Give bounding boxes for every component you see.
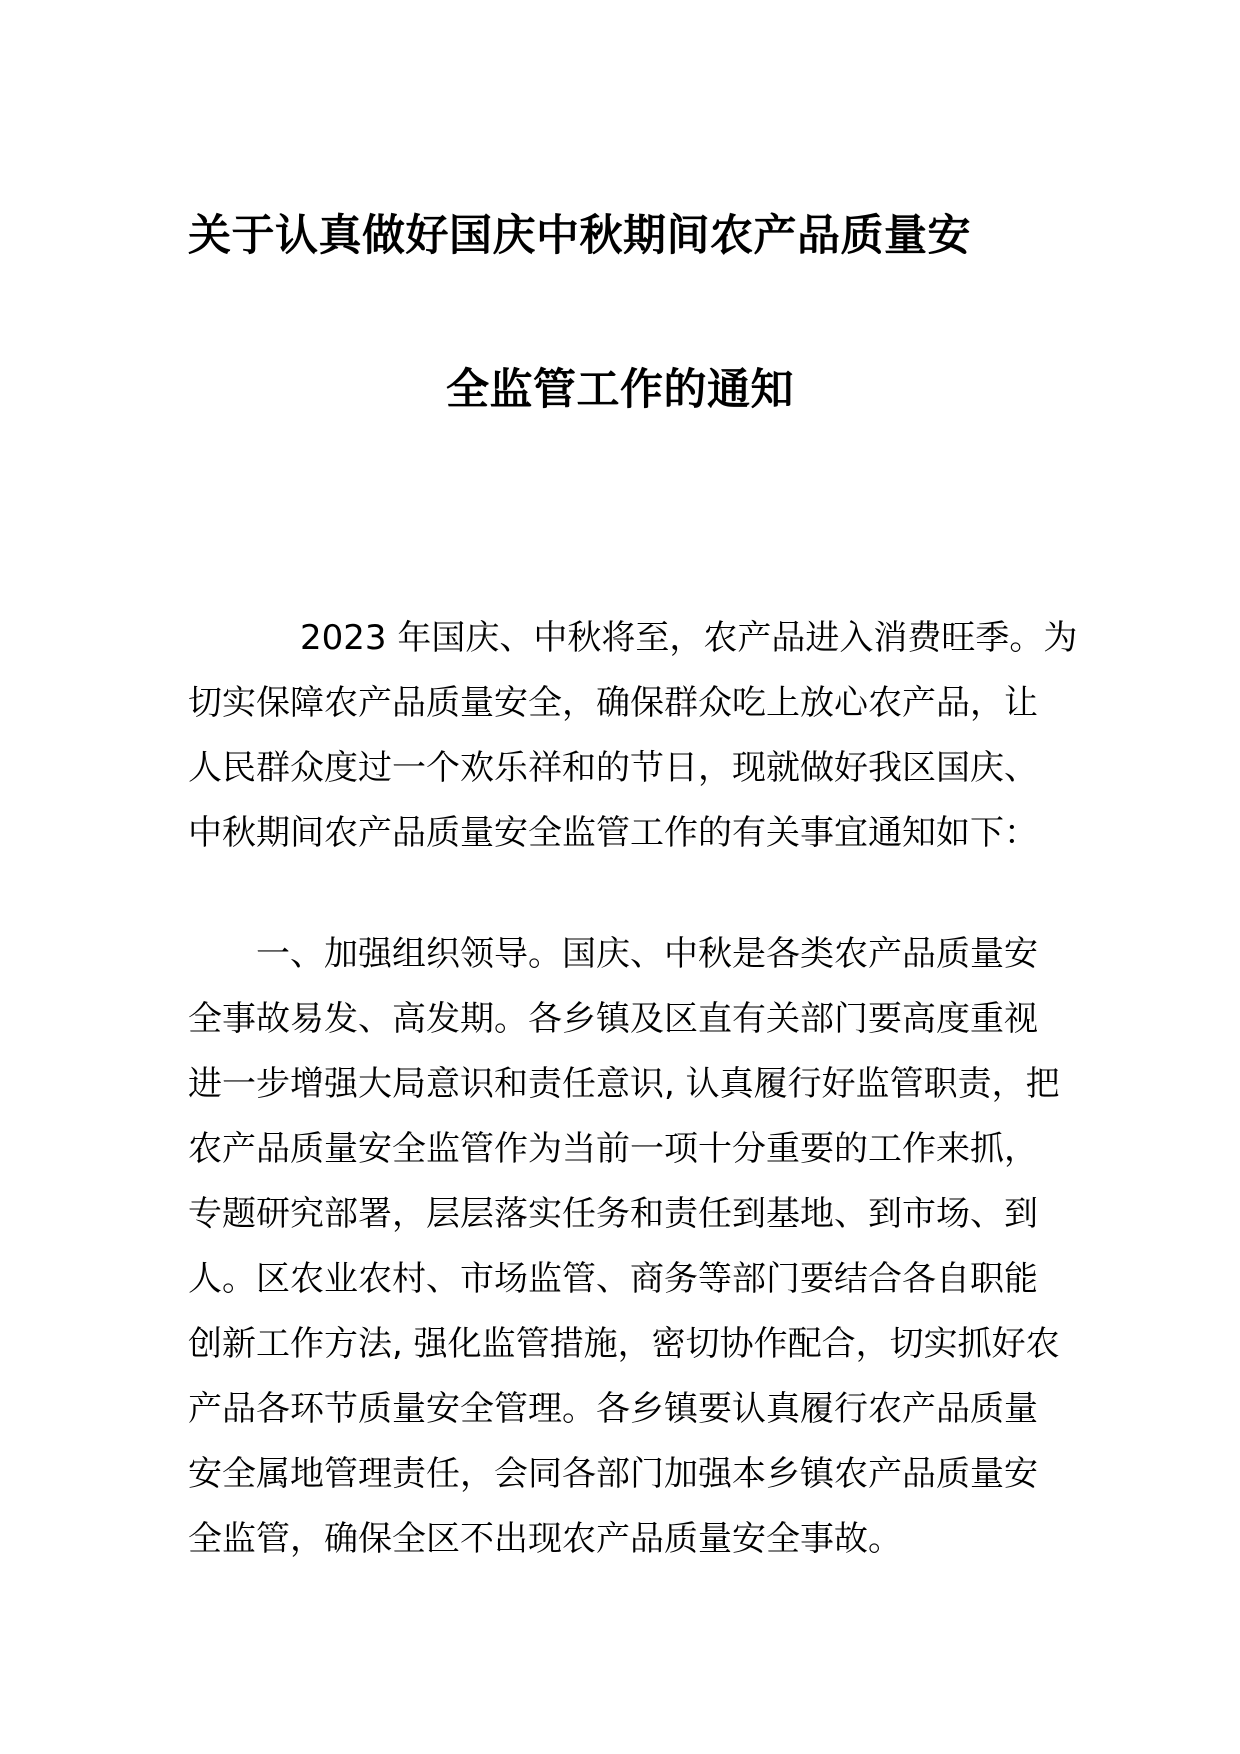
paragraph-section-1-line-4: 农产品质量安全监管作为当前一项十分重要的工作来抓， (188, 1129, 1038, 1169)
paragraph-intro-line-3: 人民群众度过一个欢乐祥和的节日，现就做好我区国庆、 (188, 748, 1038, 788)
paragraph-section-1-line-2: 全事故易发、高发期。各乡镇及区直有关部门要高度重视 (188, 999, 1038, 1039)
paragraph-intro (188, 606, 1078, 866)
paragraph-section-1-line-9: 安全属地管理责任，会同各部门加强本乡镇农产品质量安 (188, 1454, 1038, 1494)
paragraph-section-1 (188, 922, 1060, 1572)
paragraph-intro-line-1: 2023 年国庆、中秋将至，农产品进入消费旺季。为 (300, 618, 1078, 658)
document-title-line-1: 关于认真做好国庆中秋期间农产品质量安 (188, 211, 971, 261)
paragraph-section-1-line-6: 人。区农业农村、市场监管、商务等部门要结合各自职能 (188, 1259, 1038, 1299)
paragraph-section-1-line-3: 进一步增强大局意识和责任意识, 认真履行好监管职责，把 (188, 1064, 1060, 1104)
paragraph-intro-line-2: 切实保障农产品质量安全，确保群众吃上放心农产品，让 (188, 683, 1038, 723)
paragraph-section-1-line-5: 专题研究部署，层层落实任务和责任到基地、到市场、到 (188, 1194, 1038, 1234)
paragraph-section-1-line-1: 一、加强组织领导。国庆、中秋是各类农产品质量安 (256, 934, 1038, 974)
paragraph-intro-line-4: 中秋期间农产品质量安全监管工作的有关事宜通知如下： (188, 813, 1038, 853)
paragraph-section-1-line-7: 创新工作方法, 强化监管措施，密切协作配合，切实抓好农 (188, 1324, 1060, 1364)
paragraph-section-1-line-8: 产品各环节质量安全管理。各乡镇要认真履行农产品质量 (188, 1389, 1038, 1429)
paragraph-section-1-line-10: 全监管，确保全区不出现农产品质量安全事故。 (188, 1519, 902, 1559)
document-title-line-2: 全监管工作的通知 (446, 365, 794, 415)
